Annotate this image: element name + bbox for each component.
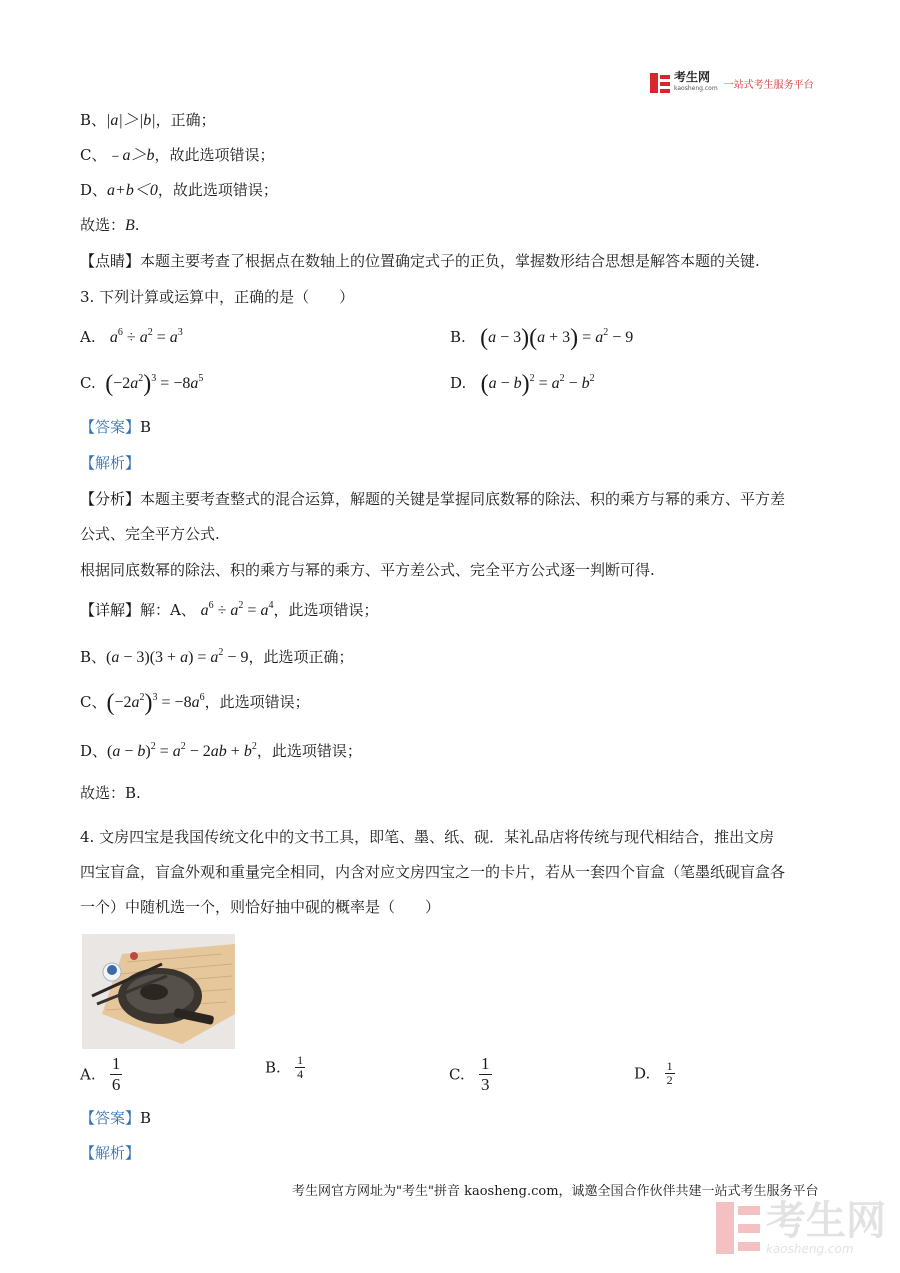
q3-detail-a: 【详解】解：A、 $a^6 \div a^2 = a^4$，此选项错误； (80, 600, 379, 619)
q4-option-a: A. $\frac{1}{6}$ (80, 1054, 121, 1094)
q3-answer: 【答案】B (80, 418, 152, 436)
q3-option-d: D. $(a - b)^2 = a^2 - b^2$ (450, 371, 595, 397)
q3-fenxi-3: 根据同底数幂的除法、积的乘方与幂的乘方、平方差公式、完全平方公式逐一判断可得. (80, 561, 655, 579)
q3-detail-c: C、$(-2a^2)^3 = -8a^6$，此选项错误； (80, 690, 310, 716)
q4-option-c: C. $\frac{1}{3}$ (449, 1054, 490, 1094)
prev-note: 【点睛】本题主要考查了根据点在数轴上的位置确定式子的正负，掌握数形结合思想是解答本题的关键. (80, 252, 760, 270)
prev-choose: 故选：B. (80, 216, 140, 234)
prev-option-d: D、a+b＜0，故此选项错误； (80, 181, 278, 199)
q4-answer: 【答案】B (80, 1109, 152, 1127)
q3-detail-d: D、$(a - b)^2 = a^2 - 2ab + b^2$，此选项错误； (80, 741, 362, 760)
q3-option-a: A. $a^6 \div a^2 = a^3$ (80, 327, 183, 346)
q3-option-b: B. $(a - 3)(a + 3) = a^2 - 9$ (450, 325, 634, 351)
watermark (716, 1200, 886, 1256)
q4-option-d: D. $\frac{1}{2}$ (634, 1059, 673, 1087)
prev-option-b: B、|a|＞|b|，正确； (80, 111, 216, 129)
logo-slogan: 一站式考生服务平台 (723, 79, 814, 91)
q3-option-b-formula: $(a - 3)(a + 3) = a^2 - 9$ (480, 325, 634, 351)
q3-fenxi-2: 公式、完全平方公式. (80, 525, 220, 543)
q3-detail-b: B、$(a - 3)(3 + a) = a^2 - 9$，此选项正确； (80, 647, 354, 666)
kaosheng-logo-icon (650, 73, 670, 93)
q4-option-b: B. $\frac{1}{4}$ (265, 1053, 304, 1081)
q3-choose: 故选：B. (80, 784, 141, 802)
q4-line-1: 4. 文房四宝是我国传统文化中的文书工具，即笔、墨、纸、砚．某礼品店将传统与现代相结合，推出文房 (80, 828, 775, 846)
prev-option-c: C、﹣a＞b，故此选项错误； (80, 146, 275, 164)
q3-fenxi-1: 【分析】本题主要考查整式的混合运算，解题的关键是掌握同底数幂的除法、积的乘方与幂的乘方、平方差 (80, 490, 786, 508)
q4-analysis-tag: 【解析】 (80, 1144, 141, 1162)
watermark-url: kaosheng.com (766, 1242, 854, 1256)
logo-name: 考生网 (674, 70, 711, 84)
q3-analysis-tag: 【解析】 (80, 454, 141, 472)
q3-option-c-formula: $(-2a^2)^3 = -8a^5$ (105, 371, 204, 397)
logo-url: kaosheng.com (674, 85, 718, 92)
watermark-name: 考生网 (766, 1198, 886, 1244)
q4-line-2: 四宝盲盒，盲盒外观和重量完全相同，内含对应文房四宝之一的卡片，若从一套四个盲盒（笔墨纸砚盲盒各 (80, 863, 786, 881)
wenfang-sibao-photo (82, 934, 235, 1049)
q3-stem: 3. 下列计算或运算中，正确的是（ ） (80, 288, 355, 306)
watermark-logo-icon (716, 1202, 760, 1254)
q3-option-a-formula: $a^6 \div a^2 = a^3$ (109, 327, 183, 346)
q4-line-3: 一个）中随机选一个，则恰好抽中砚的概率是（ ） (80, 898, 441, 916)
header-logo (650, 72, 814, 94)
page-footer: 考生网官方网址为"考生"拼音 kaosheng.com，诚邀全国合作伙伴共建一站式考生服务平台 (292, 1184, 819, 1199)
q3-option-c: C. $(-2a^2)^3 = -8a^5$ (80, 371, 204, 397)
q3-option-d-formula: $(a - b)^2 = a^2 - b^2$ (480, 371, 595, 397)
